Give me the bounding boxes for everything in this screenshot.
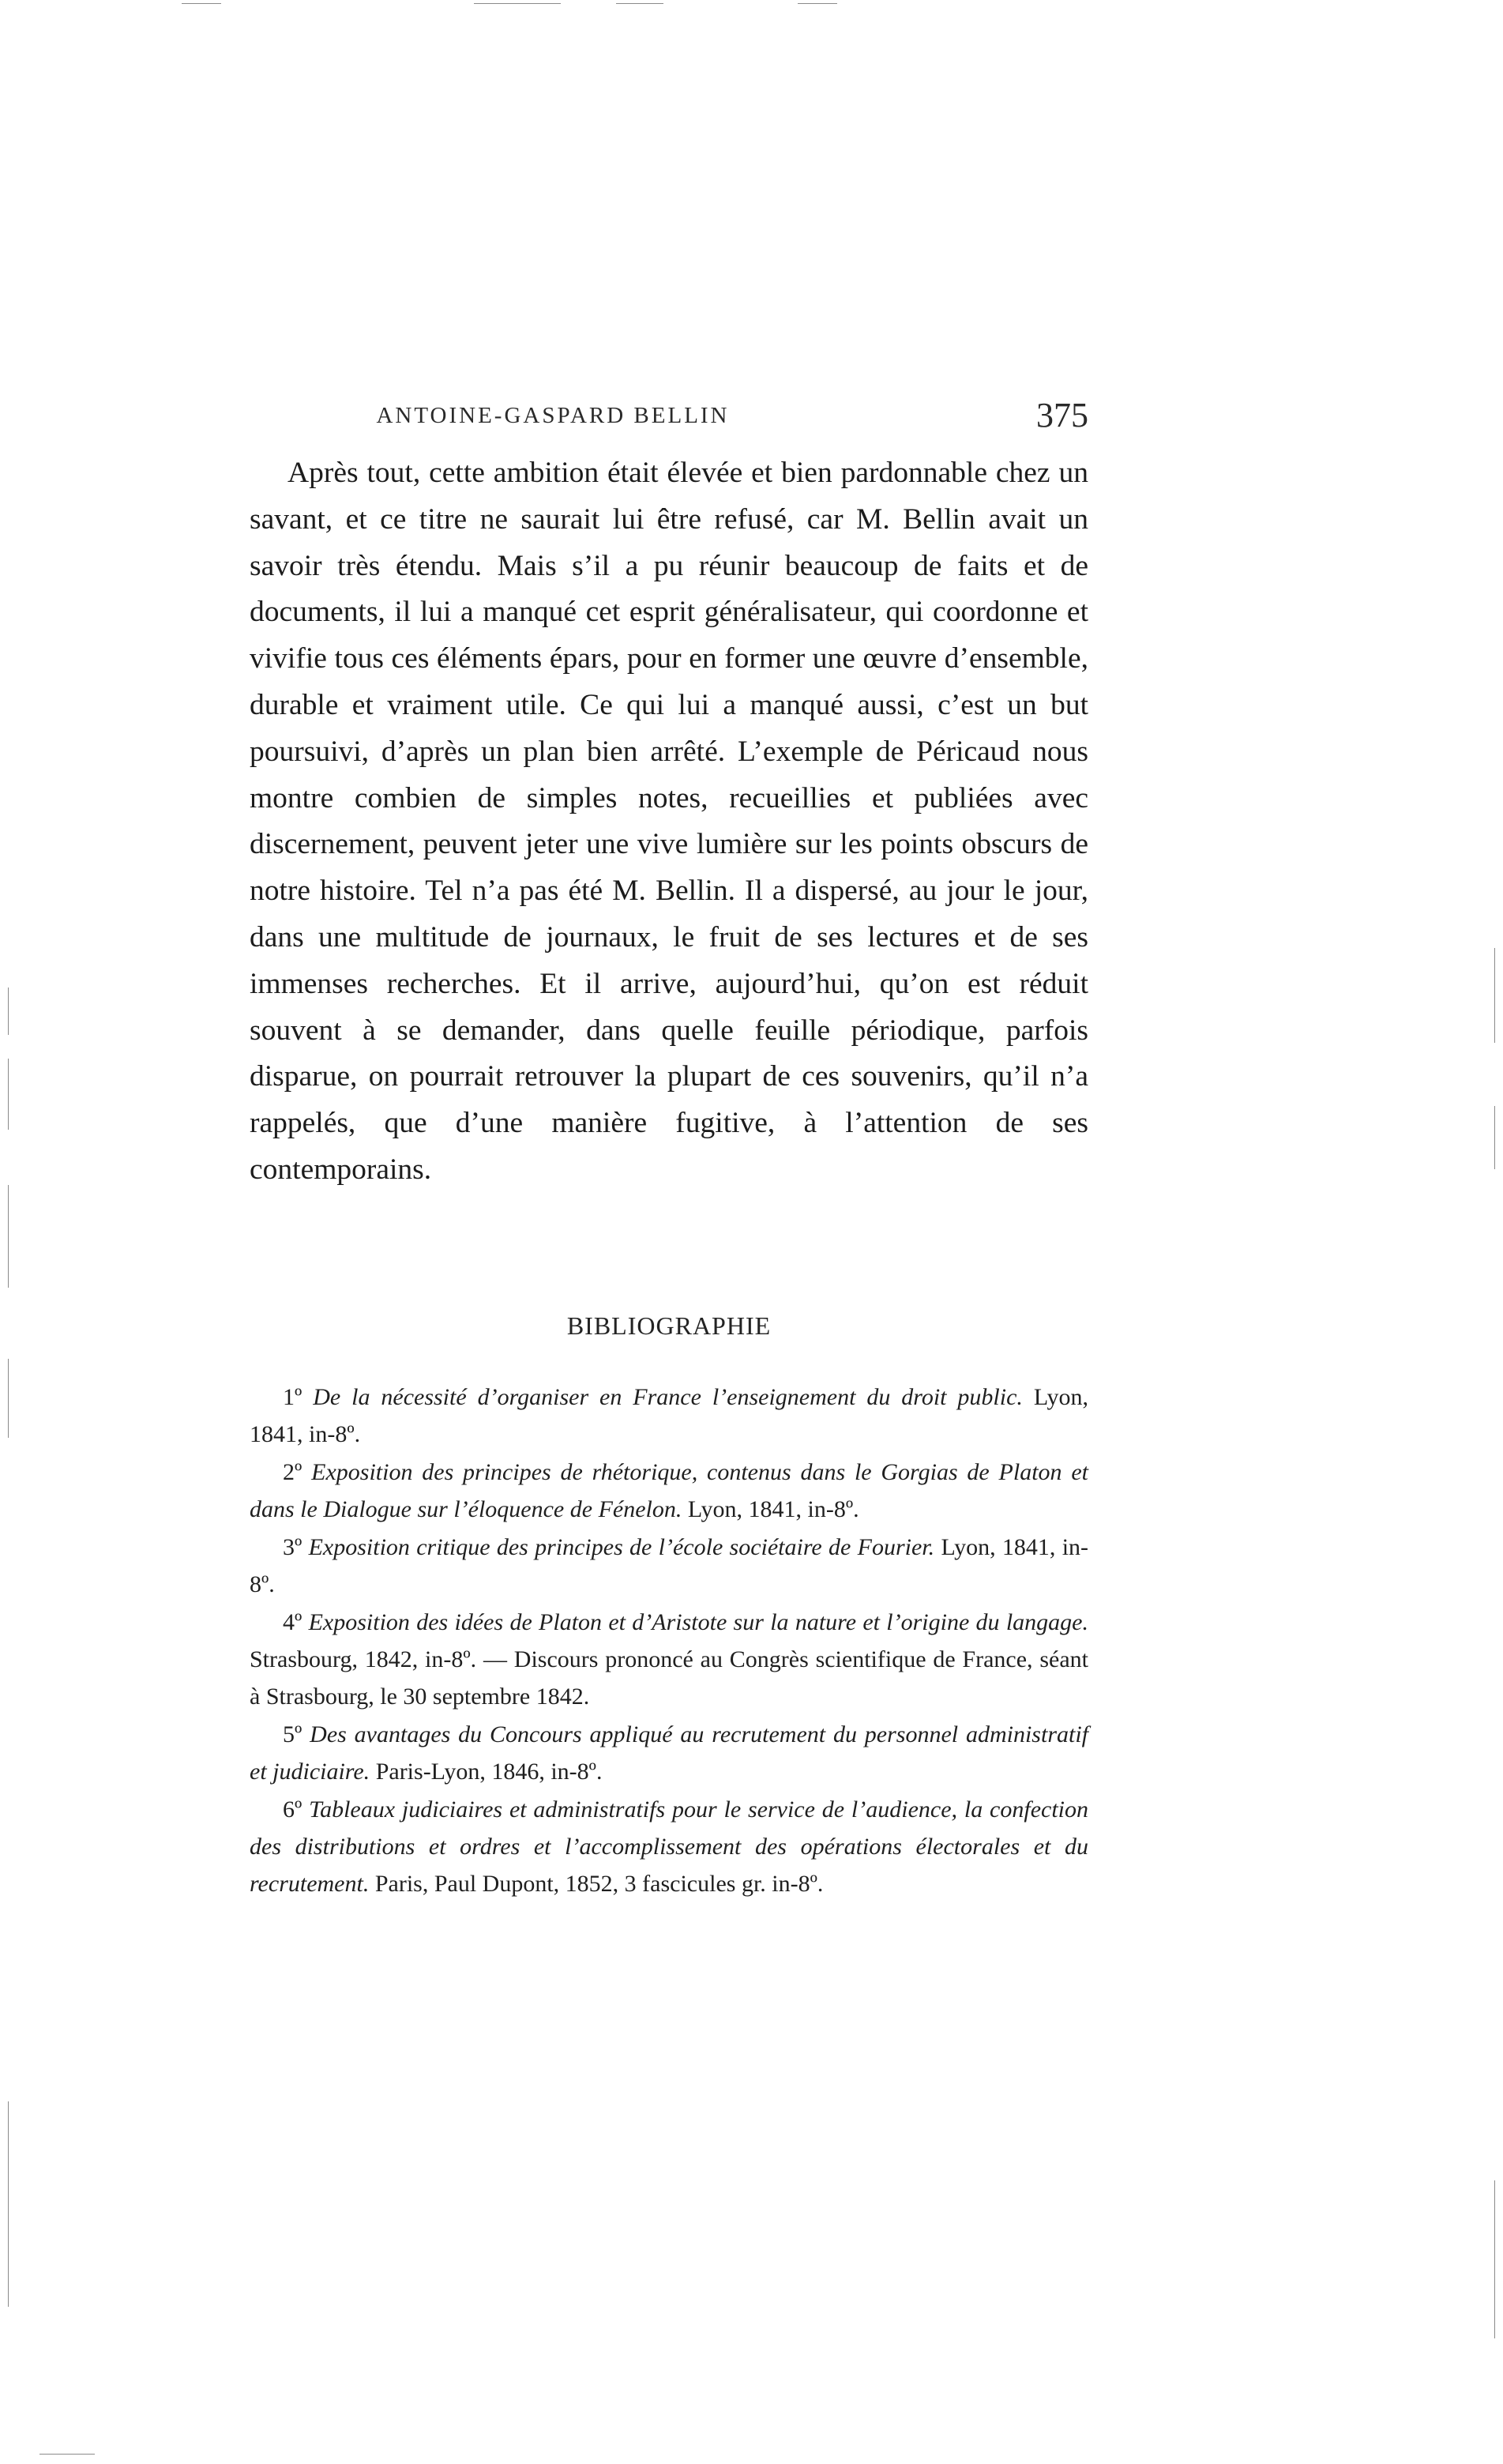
bibliography-entry-5 xyxy=(250,1716,1088,1790)
scan-edge-mark xyxy=(8,1359,9,1438)
bibliography-entry-1 xyxy=(250,1379,1088,1453)
entry-details: Paris, Paul Dupont, 1852, 3 fascicules gr. in-8º. xyxy=(374,1871,824,1897)
scan-edge-mark xyxy=(798,3,837,4)
scan-edge-mark xyxy=(1494,948,1495,1043)
entry-number: 2º xyxy=(283,1459,302,1485)
scan-edge-mark xyxy=(8,2101,9,2307)
entry-number: 1º xyxy=(283,1384,302,1410)
entry-title: Exposition critique des principes de l’école sociétaire de Fourier. xyxy=(308,1534,935,1560)
entry-title: Tableaux judiciaires et administratifs pour le service de l’audience, la confection des distributions et ordres et l’accomplissement des opérations électorales et du recrutement. xyxy=(250,1796,1088,1897)
bibliography-list xyxy=(250,1379,1088,1903)
body-paragraph: Après tout, cette ambition était élevée et bien pardonnable chez un savant, et ce titre ne saurait lui être refusé, car M. Bellin avait un savoir très étendu. Mais s’il a pu réunir beaucoup de faits et de documents, il lui a manqué cet esprit généralisateur, qui coordonne et vivifie tous ces éléments épars, pour en former une œuvre d’ensemble, durable et vraiment utile. Ce qui lui a manqué aussi, c’est un but poursuivi, d’après un plan bien arrêté. L’exemple de Péricaud nous montre combien de simples notes, recueillies et publiées avec discernement, peuvent jeter une vive lumière sur les points obscurs de notre histoire. Tel n’a pas été M. Bellin. Il a dispersé, au jour le jour, dans une multitude de journaux, le fruit de ses lectures et de ses immenses recherches. Et il arrive, aujourd’hui, qu’on est réduit souvent à se demander, dans quelle feuille périodique, parfois disparue, on pourrait retrouver la plupart de ces souvenirs, qu’il n’a rappelés, que d’une manière fugitive, à l’attention de ses contemporains. xyxy=(250,457,1088,1186)
scan-edge-mark xyxy=(182,3,221,4)
scan-edge-mark xyxy=(474,3,561,4)
entry-details: Strasbourg, 1842, in-8º. — Discours prononcé au Congrès scientifique de France, séant à Strasbourg, le 30 septembre 1842. xyxy=(250,1646,1088,1710)
bibliography-entry-3 xyxy=(250,1529,1088,1603)
entry-details: Lyon, 1841, in-8º. xyxy=(250,1384,1088,1447)
entry-details: Paris-Lyon, 1846, in-8º. xyxy=(375,1759,603,1785)
entry-title: Exposition des principes de rhétorique, contenus dans le Gorgias de Platon et dans le Dialogue sur l’éloquence de Fénelon. xyxy=(250,1459,1088,1522)
entry-details: Lyon, 1841, in-8º. xyxy=(687,1496,859,1522)
entry-title: Des avantages du Concours appliqué au recrutement du personnel administratif et judiciaire. xyxy=(250,1721,1088,1785)
scan-edge-mark xyxy=(8,1059,9,1130)
bibliography-entry-6 xyxy=(250,1791,1088,1902)
scan-edge-mark xyxy=(8,1185,9,1288)
entry-number: 3º xyxy=(283,1534,302,1560)
bibliography-heading: BIBLIOGRAPHIE xyxy=(566,1311,772,1340)
page-number: 375 xyxy=(1036,396,1088,434)
entry-number: 5º xyxy=(283,1721,302,1747)
entry-title: Exposition des idées de Platon et d’Aristote sur la nature et l’origine du langage. xyxy=(308,1609,1088,1635)
scan-edge-mark xyxy=(1494,2180,1495,2338)
bibliography-entry-4 xyxy=(250,1604,1088,1715)
entry-title: De la nécessité d’organiser en France l’enseignement du droit public. xyxy=(313,1384,1023,1410)
scan-edge-mark xyxy=(8,987,9,1035)
running-title: ANTOINE-GASPARD BELLIN xyxy=(376,403,730,428)
bibliography-entry-2 xyxy=(250,1454,1088,1528)
entry-details: Lyon, 1841, in-8º. xyxy=(250,1534,1089,1597)
scan-edge-mark xyxy=(1494,1106,1495,1169)
running-head xyxy=(250,395,1088,442)
entry-number: 6º xyxy=(283,1796,302,1823)
scan-edge-mark xyxy=(39,2454,95,2455)
scan-edge-mark xyxy=(616,3,663,4)
entry-number: 4º xyxy=(283,1609,302,1635)
